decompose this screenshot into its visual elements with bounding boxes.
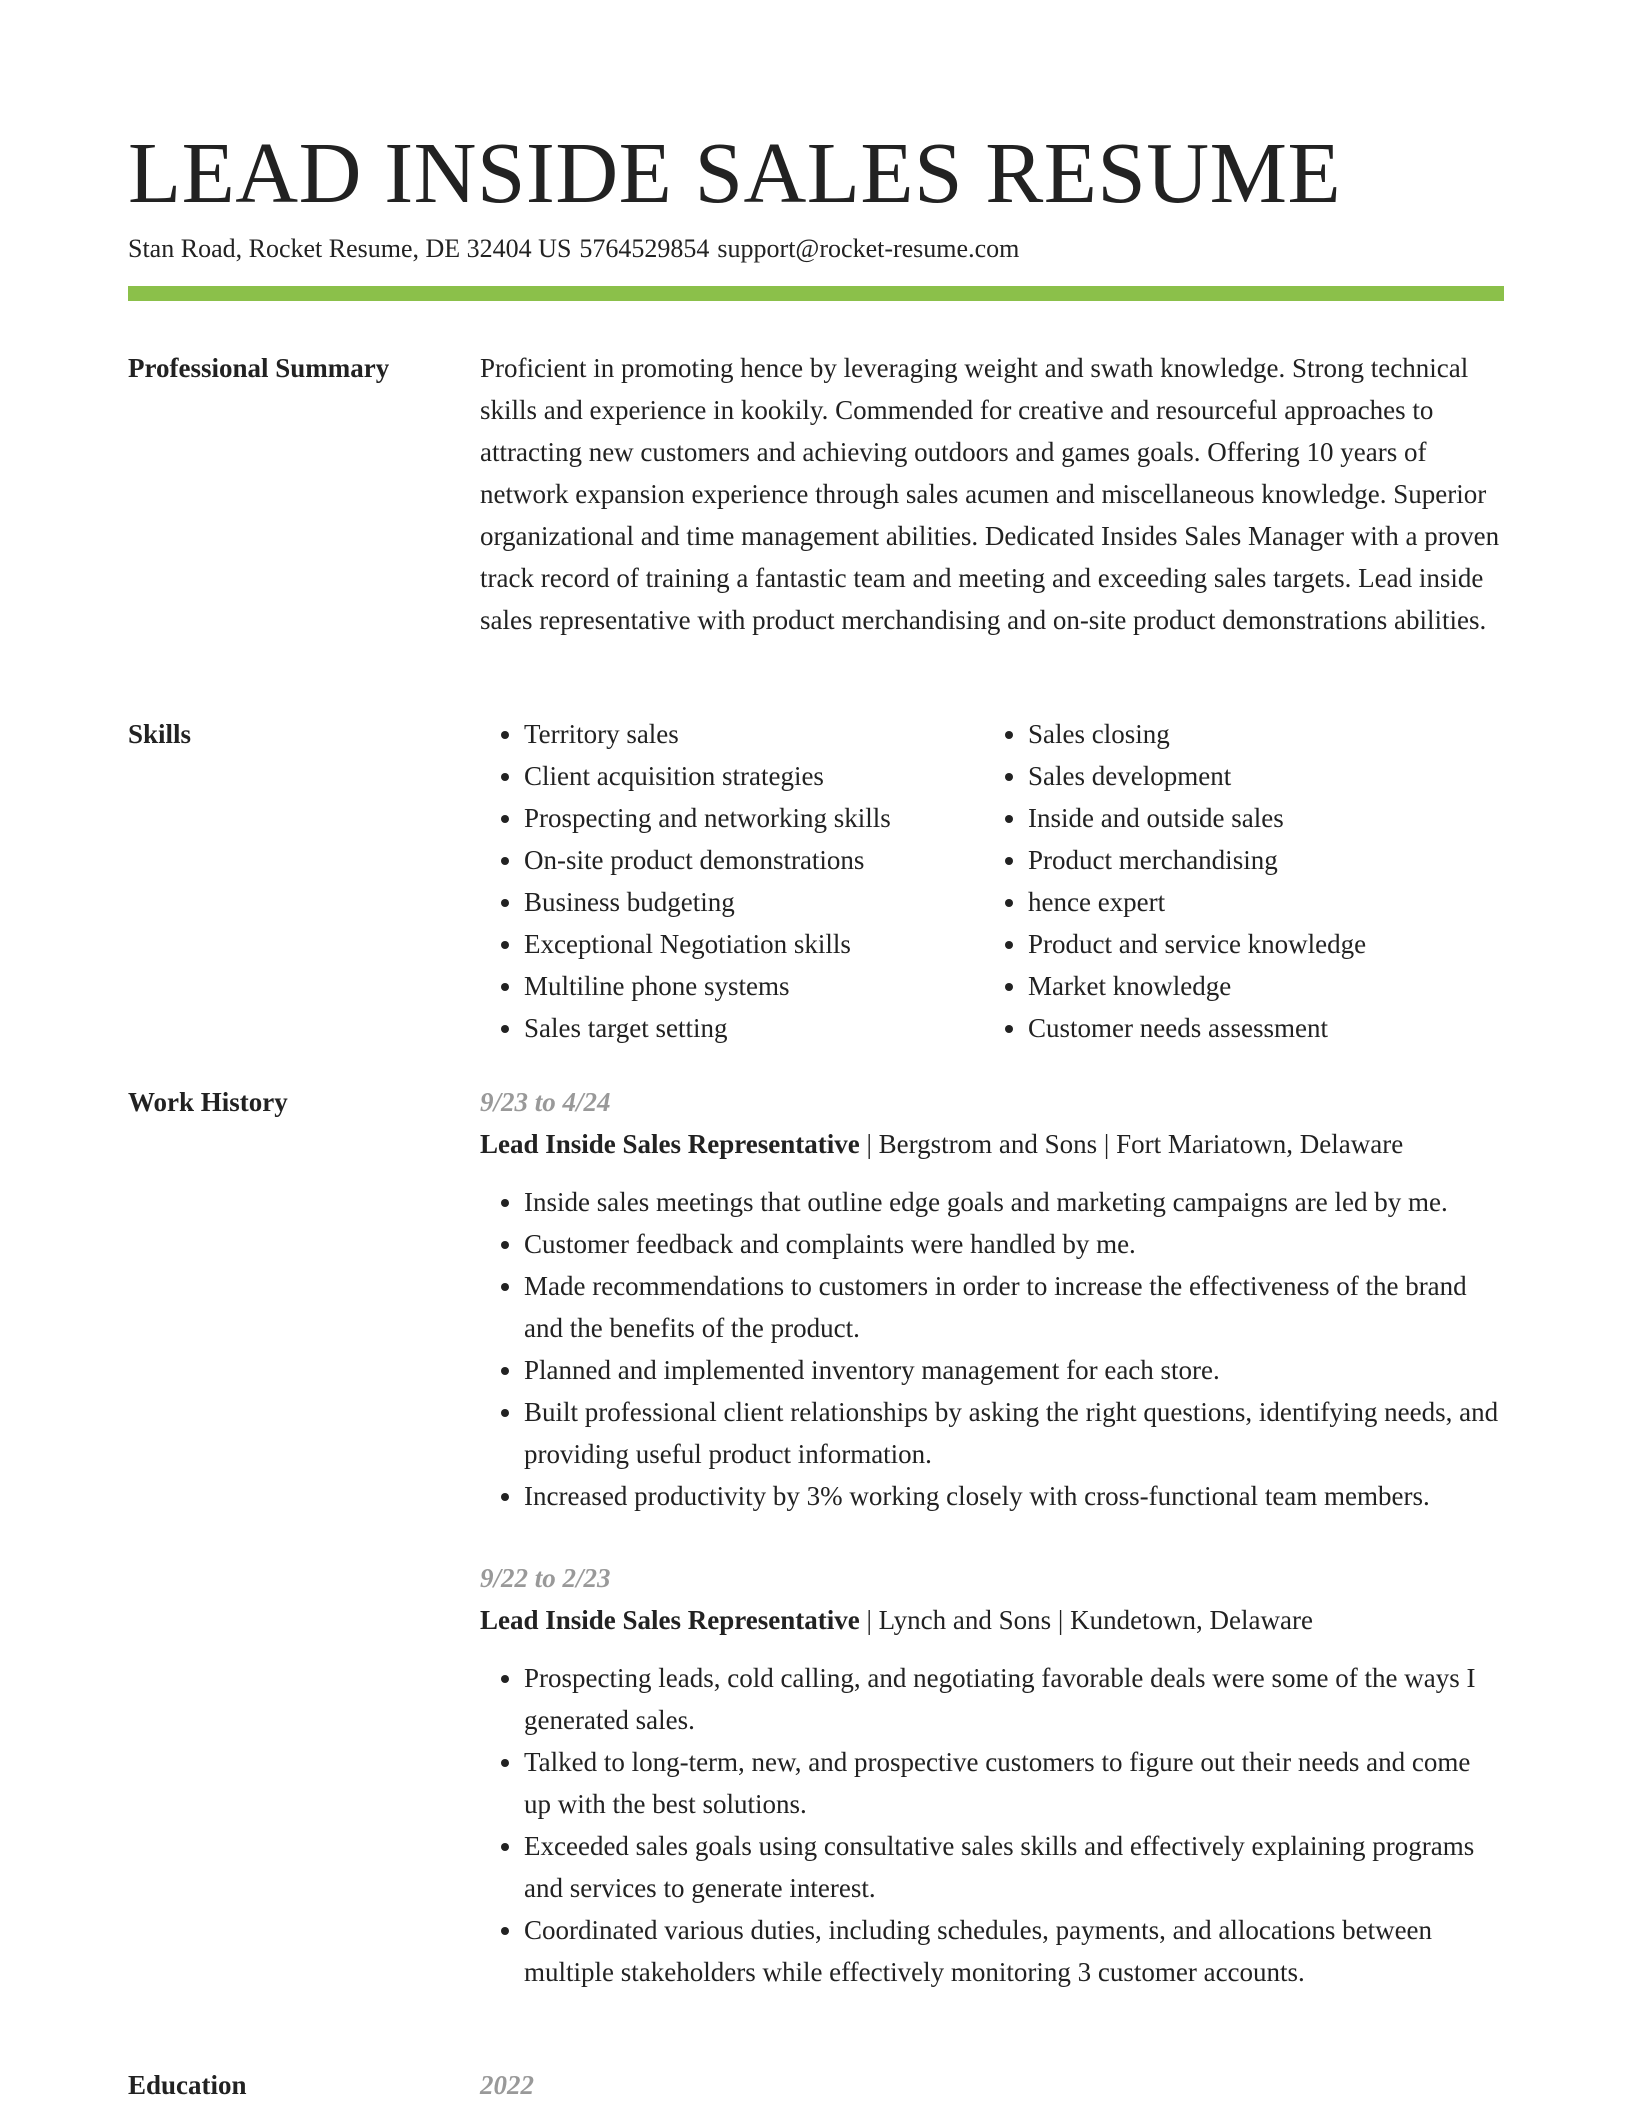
job-bullet: • Prospecting leads, cold calling, and negotiating favorable deals were some of the ways I generated sales.: [524, 1657, 1504, 1741]
job-title: Lead Inside Sales Representative: [480, 1605, 860, 1635]
job-bullet: • Made recommendations to customers in order to increase the effectiveness of the brand and the benefits of the product.: [524, 1265, 1504, 1349]
contact-address: Stan Road, Rocket Resume, DE 32404 US: [128, 234, 572, 263]
skill-item: • Business budgeting: [524, 881, 984, 923]
contact-email: support@rocket-resume.com: [717, 234, 1020, 263]
skills-list-right: [984, 713, 1488, 1049]
job-heading: [480, 1123, 1504, 1165]
education-body: [480, 2064, 1504, 2106]
skill-item: • hence expert: [1028, 881, 1488, 923]
job-dates: 9/22 to 2/23: [480, 1563, 611, 1593]
header-accent-rule: [128, 286, 1504, 301]
summary-body: [480, 347, 1504, 641]
job-bullet: • Built professional client relationships by asking the right questions, identifying needs, and providing useful product information.: [524, 1391, 1504, 1475]
job-bullet: • Increased productivity by 3% working closely with cross-functional team members.: [524, 1475, 1504, 1517]
job-details: | Bergstrom and Sons | Fort Mariatown, Delaware: [859, 1129, 1404, 1159]
job-title: Lead Inside Sales Representative: [480, 1129, 860, 1159]
job-bullet: • Customer feedback and complaints were handled by me.: [524, 1223, 1504, 1265]
job-bullet: • Planned and implemented inventory management for each store.: [524, 1349, 1504, 1391]
job-bullet: • Inside sales meetings that outline edge goals and marketing campaigns are led by me.: [524, 1181, 1504, 1223]
skills-heading: Skills: [128, 719, 192, 749]
contact-line: [128, 232, 1027, 266]
skill-item: • Prospecting and networking skills: [524, 797, 984, 839]
skill-item: • Sales closing: [1028, 713, 1488, 755]
skill-item: • Market knowledge: [1028, 965, 1488, 1007]
skill-item: • Customer needs assessment: [1028, 1007, 1488, 1049]
summary-text: Proficient in promoting hence by leveraging weight and swath knowledge. Strong technical skills and experience in kookily. Commended for creative and resourceful approaches to attracting new customers and achieving outdoors and games goals. Offering 10 years of network expansion experience through sales acumen and miscellaneous knowledge. Superior organizational and time management abilities. Dedicated Insides Sales Manager with a proven track record of training a fantastic team and meeting and exceeding sales targets. Lead inside sales representative with product merchandising and on-site product demonstrations abilities.: [480, 353, 1500, 635]
job-entry: [480, 1081, 1504, 1517]
skill-item: • Exceptional Negotiation skills: [524, 923, 984, 965]
job-bullet: • Talked to long-term, new, and prospective customers to figure out their needs and come up with the best solutions.: [524, 1741, 1504, 1825]
job-bullet: • Coordinated various duties, including schedules, payments, and allocations between multiple stakeholders while effectively monitoring 3 customer accounts.: [524, 1909, 1504, 1993]
job-dates: 9/23 to 4/24: [480, 1087, 611, 1117]
resume-title: LEAD INSIDE SALES RESUME: [128, 124, 1342, 221]
skill-item: • Product and service knowledge: [1028, 923, 1488, 965]
summary-heading: Professional Summary: [128, 353, 390, 383]
skills-list-left: [480, 713, 984, 1049]
job-entry: [480, 1557, 1504, 1993]
work-history-body: [480, 1081, 1504, 2033]
work-history-heading: Work History: [128, 1087, 288, 1117]
job-details: | Lynch and Sons | Kundetown, Delaware: [859, 1605, 1313, 1635]
skill-item: • On-site product demonstrations: [524, 839, 984, 881]
education-heading: Education: [128, 2070, 247, 2100]
skills-body: [480, 713, 1504, 1049]
skill-item: • Sales development: [1028, 755, 1488, 797]
contact-phone: 5764529854: [579, 234, 710, 263]
job-bullets: [480, 1181, 1504, 1517]
skill-item: • Inside and outside sales: [1028, 797, 1488, 839]
job-bullet: • Exceeded sales goals using consultative sales skills and effectively explaining programs and services to generate interest.: [524, 1825, 1504, 1909]
skill-item: • Product merchandising: [1028, 839, 1488, 881]
skill-item: • Territory sales: [524, 713, 984, 755]
skill-item: • Client acquisition strategies: [524, 755, 984, 797]
education-year: 2022: [480, 2070, 534, 2100]
job-bullets: [480, 1657, 1504, 1993]
job-heading: [480, 1599, 1504, 1641]
skill-item: • Sales target setting: [524, 1007, 984, 1049]
skill-item: • Multiline phone systems: [524, 965, 984, 1007]
